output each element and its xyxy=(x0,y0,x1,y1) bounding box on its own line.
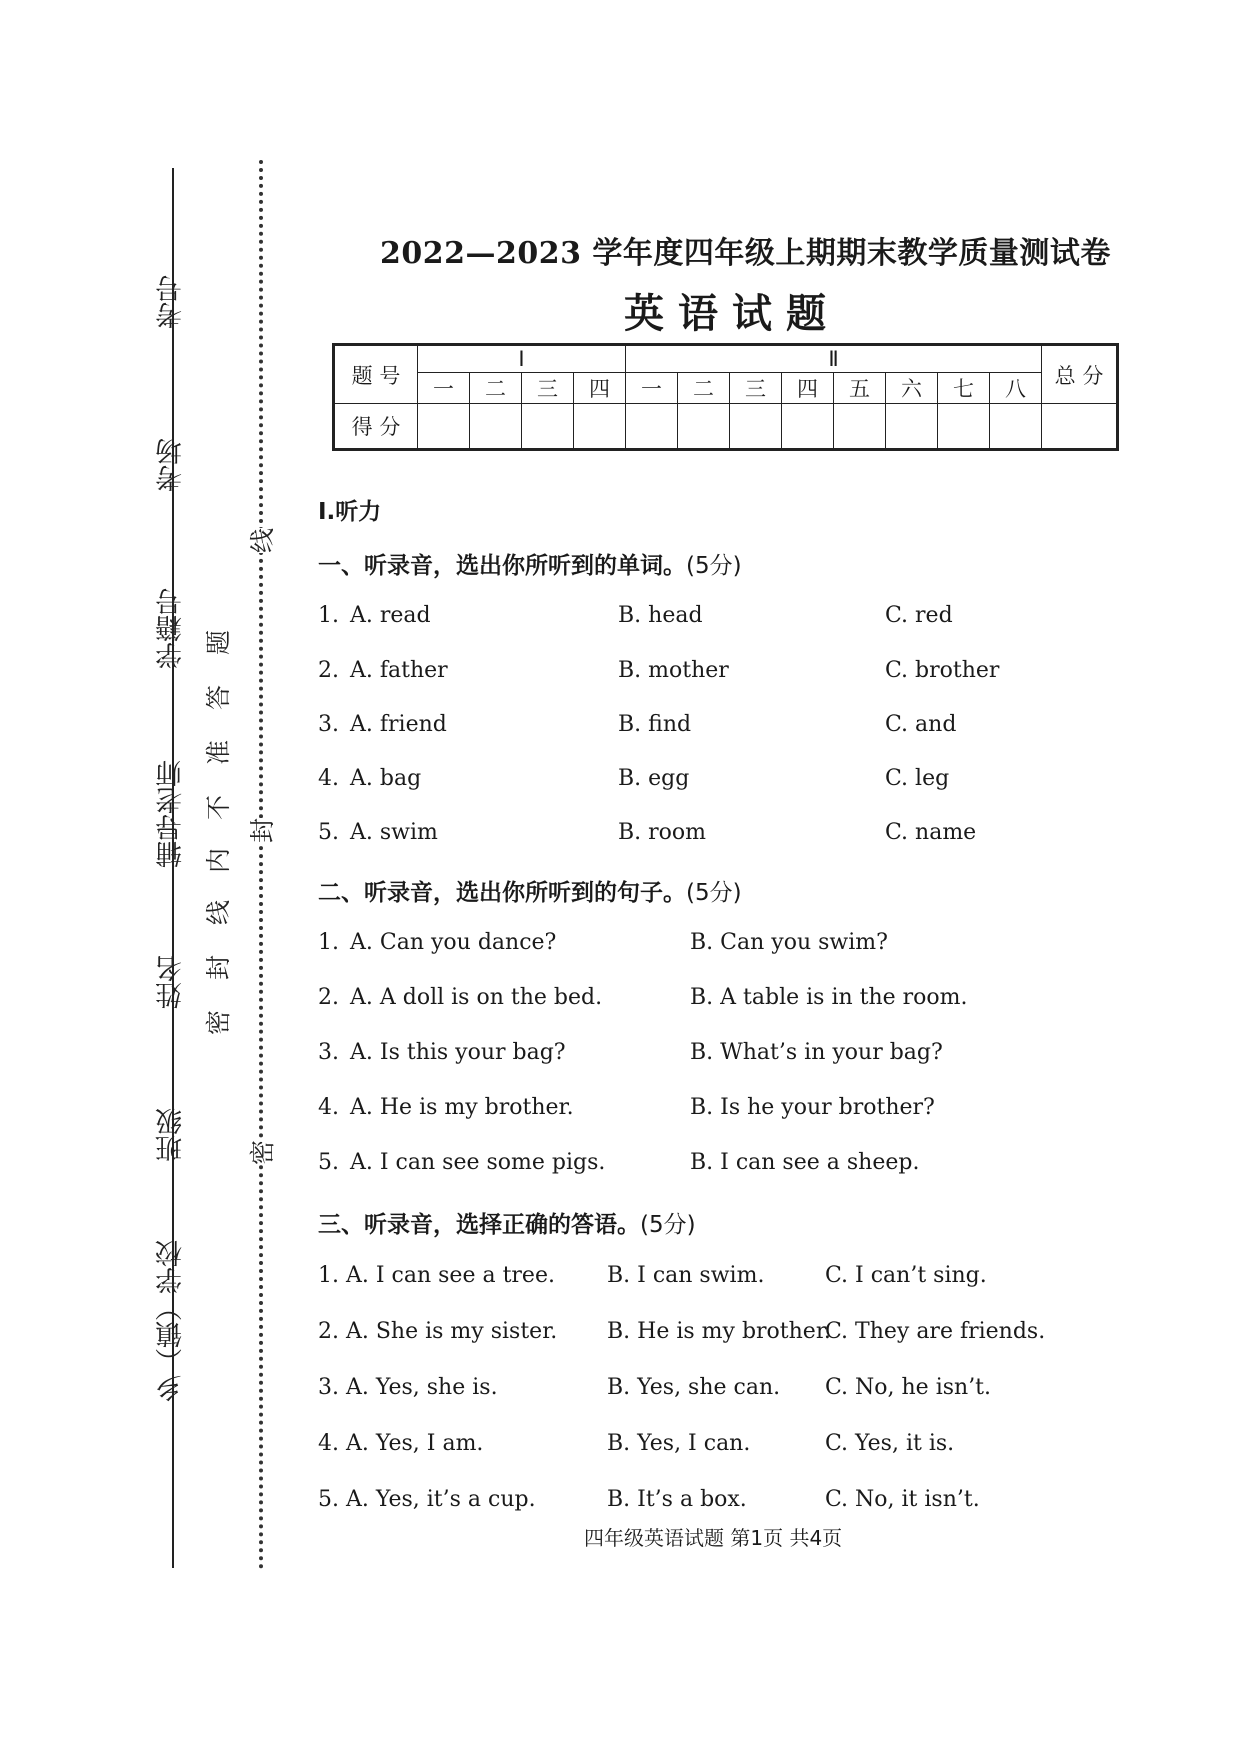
score-table xyxy=(332,343,1119,451)
q2-option-a[interactable]: A. Can you dance? xyxy=(350,930,557,955)
score-table-col: 五 xyxy=(834,373,886,404)
q1-option-a[interactable]: A. friend xyxy=(350,712,447,737)
field-exam-number: 考号 xyxy=(156,275,187,329)
q1-num: 5. xyxy=(318,820,339,845)
q2-option-b[interactable]: B. What’s in your bag? xyxy=(690,1040,943,1065)
q3-option-a[interactable]: 2. A. She is my sister. xyxy=(318,1319,558,1344)
score-table-col: 二 xyxy=(470,373,522,404)
q2-option-a[interactable]: A. I can see some pigs. xyxy=(350,1150,606,1175)
q2-num: 1. xyxy=(318,930,339,955)
q1-option-c[interactable]: C. red xyxy=(885,603,953,628)
score-table-col: 四 xyxy=(574,373,626,404)
q2-title xyxy=(318,874,742,907)
field-class: 班级 xyxy=(156,1108,187,1162)
q1-num: 1. xyxy=(318,603,339,628)
q1-option-c[interactable]: C. brother xyxy=(885,658,1000,683)
q2-num: 3. xyxy=(318,1040,339,1065)
q3-title-text: 三、听录音，选择正确的答语。 xyxy=(318,1212,640,1238)
q1-option-b[interactable]: B. head xyxy=(618,603,703,628)
q1-option-c[interactable]: C. and xyxy=(885,712,957,737)
q1-option-c[interactable]: C. name xyxy=(885,820,977,845)
score-table-col: 七 xyxy=(938,373,990,404)
dot-line-mark: 密 xyxy=(248,1139,278,1166)
q1-option-a[interactable]: A. swim xyxy=(350,820,438,845)
q3-option-b[interactable]: B. Yes, she can. xyxy=(607,1375,781,1400)
score-cell[interactable] xyxy=(574,404,626,450)
field-name: 姓名 xyxy=(156,955,187,1009)
seal-char: 封 xyxy=(204,954,234,981)
score-cell[interactable] xyxy=(730,404,782,450)
q3-option-b[interactable]: B. I can swim. xyxy=(607,1263,765,1288)
q2-num: 4. xyxy=(318,1095,339,1120)
q3-option-c[interactable]: C. No, he isn’t. xyxy=(825,1375,992,1400)
score-cell[interactable] xyxy=(418,404,470,450)
q2-option-b[interactable]: B. Is he your brother? xyxy=(690,1095,935,1120)
seal-char: 准 xyxy=(204,739,234,766)
score-table-col: 六 xyxy=(886,373,938,404)
q3-option-c[interactable]: C. No, it isn’t. xyxy=(825,1487,980,1512)
score-table-col: 三 xyxy=(730,373,782,404)
q1-num: 4. xyxy=(318,766,339,791)
q1-option-c[interactable]: C. leg xyxy=(885,766,950,791)
q3-title xyxy=(318,1206,696,1239)
q2-option-b[interactable]: B. I can see a sheep. xyxy=(690,1150,920,1175)
q3-option-c[interactable]: C. I can’t sing. xyxy=(825,1263,987,1288)
seal-dotted-line xyxy=(259,160,263,1570)
score-cell[interactable] xyxy=(678,404,730,450)
q3-option-a[interactable]: 1. A. I can see a tree. xyxy=(318,1263,555,1288)
q3-option-b[interactable]: B. He is my brother. xyxy=(607,1319,831,1344)
score-cell[interactable] xyxy=(886,404,938,450)
q1-title-text: 一、听录音，选出你所听到的单词。 xyxy=(318,553,686,579)
score-table-col: 一 xyxy=(418,373,470,404)
score-table-row-label: 题 号 xyxy=(334,345,418,404)
seal-char: 线 xyxy=(204,899,234,926)
page-footer: 四年级英语试题 第1页 共4页 xyxy=(584,1526,843,1550)
seal-char: 题 xyxy=(204,629,234,656)
field-student-id: 学籍号 xyxy=(156,588,187,669)
score-cell[interactable] xyxy=(626,404,678,450)
seal-char: 密 xyxy=(204,1009,234,1036)
q1-option-b[interactable]: B. mother xyxy=(618,658,729,683)
q1-num: 3. xyxy=(318,712,339,737)
seal-char: 内 xyxy=(204,847,234,874)
q2-option-a[interactable]: A. Is this your bag? xyxy=(350,1040,566,1065)
score-cell-total[interactable] xyxy=(1042,404,1118,450)
q3-option-a[interactable]: 4. A. Yes, I am. xyxy=(318,1431,484,1456)
field-school: 乡（镇）学校 xyxy=(156,1240,187,1402)
q1-option-b[interactable]: B. find xyxy=(618,712,692,737)
score-cell[interactable] xyxy=(938,404,990,450)
q3-option-c[interactable]: C. They are friends. xyxy=(825,1319,1046,1344)
q2-option-a[interactable]: A. He is my brother. xyxy=(350,1095,574,1120)
seal-char: 不 xyxy=(204,794,234,821)
exam-subtitle: 英语试题 xyxy=(624,291,840,337)
dot-line-mark: 封 xyxy=(248,817,278,844)
q3-option-c[interactable]: C. Yes, it is. xyxy=(825,1431,955,1456)
q3-option-a[interactable]: 5. A. Yes, it’s a cup. xyxy=(318,1487,536,1512)
section-listening-title: Ⅰ.听力 xyxy=(318,499,382,525)
score-table-col: 三 xyxy=(522,373,574,404)
score-cell[interactable] xyxy=(522,404,574,450)
q2-title-text: 二、听录音，选出你所听到的句子。 xyxy=(318,880,686,906)
q1-option-a[interactable]: A. father xyxy=(350,658,448,683)
q3-option-b[interactable]: B. Yes, I can. xyxy=(607,1431,751,1456)
q2-points: (5分) xyxy=(686,880,742,906)
score-cell[interactable] xyxy=(782,404,834,450)
dot-line-mark: 线 xyxy=(248,527,278,554)
score-table-col: 二 xyxy=(678,373,730,404)
q2-option-a[interactable]: A. A doll is on the bed. xyxy=(350,985,603,1010)
q1-num: 2. xyxy=(318,658,339,683)
q1-option-a[interactable]: A. bag xyxy=(350,766,422,791)
q2-option-b[interactable]: B. Can you swim? xyxy=(690,930,888,955)
q3-points: (5分) xyxy=(640,1212,696,1238)
score-table-part2: Ⅱ xyxy=(626,345,1042,373)
score-cell[interactable] xyxy=(990,404,1042,450)
q2-num: 5. xyxy=(318,1150,339,1175)
field-exam-room: 考场 xyxy=(156,438,187,492)
score-table-row-label: 得 分 xyxy=(334,404,418,450)
score-table-col: 一 xyxy=(626,373,678,404)
score-table-part1: Ⅰ xyxy=(418,345,626,373)
exam-title: 2022—2023 学年度四年级上期期末教学质量测试卷 xyxy=(380,236,1111,271)
score-table-col: 八 xyxy=(990,373,1042,404)
q1-option-a[interactable]: A. read xyxy=(350,603,431,628)
field-teacher: 辅导老师 xyxy=(156,760,187,868)
q1-points: (5分) xyxy=(686,553,742,579)
score-table-col: 四 xyxy=(782,373,834,404)
q3-option-b[interactable]: B. It’s a box. xyxy=(607,1487,747,1512)
q1-option-b[interactable]: B. egg xyxy=(618,766,690,791)
q1-option-b[interactable]: B. room xyxy=(618,820,707,845)
q3-option-a[interactable]: 3. A. Yes, she is. xyxy=(318,1375,498,1400)
score-cell[interactable] xyxy=(470,404,522,450)
score-cell[interactable] xyxy=(834,404,886,450)
score-table-total-label: 总 分 xyxy=(1042,345,1118,404)
q2-num: 2. xyxy=(318,985,339,1010)
q2-option-b[interactable]: B. A table is in the room. xyxy=(690,985,968,1010)
q1-title xyxy=(318,547,742,580)
seal-char: 答 xyxy=(204,684,234,711)
